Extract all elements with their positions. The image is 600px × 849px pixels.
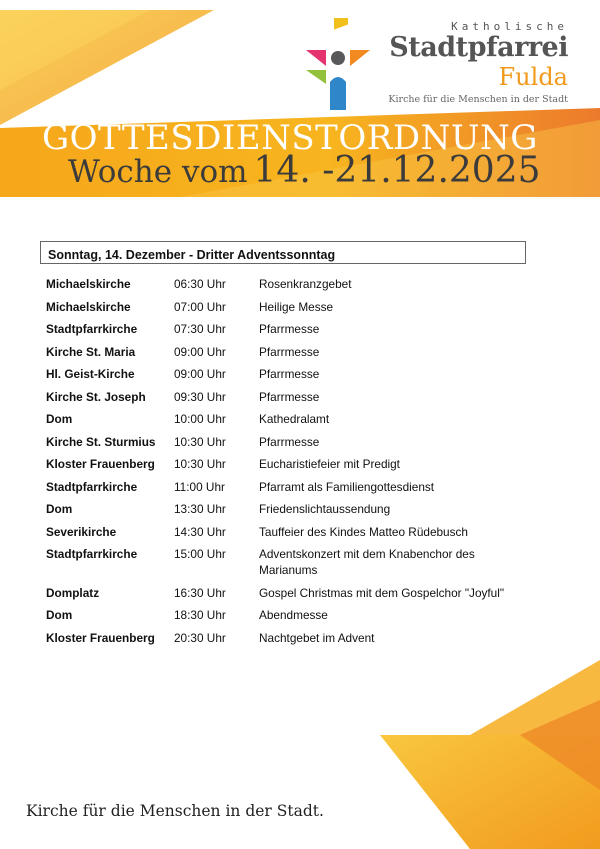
week-range: 14. -21.12.2025 bbox=[253, 150, 541, 191]
service-description: Eucharistiefeier mit Predigt bbox=[259, 457, 400, 471]
service-description: Gospel Christmas mit dem Gospelchor "Joyful" bbox=[259, 585, 505, 600]
org-top-line: Katholische bbox=[451, 20, 568, 33]
service-description: Friedenslichtaussendung bbox=[259, 502, 391, 516]
service-time: 16:30 Uhr bbox=[174, 585, 226, 600]
service-description: Pfarrmesse bbox=[259, 389, 320, 404]
service-row bbox=[46, 299, 546, 315]
service-place: Kirche St. Sturmius bbox=[46, 434, 156, 449]
service-time: 07:00 Uhr bbox=[174, 299, 226, 314]
service-description: Nachtgebet im Advent bbox=[259, 630, 375, 645]
service-time: 09:00 Uhr bbox=[174, 344, 226, 359]
service-description: Abendmesse bbox=[259, 608, 328, 623]
service-row bbox=[46, 276, 546, 292]
service-row bbox=[46, 501, 546, 517]
org-city: Fulda bbox=[498, 63, 568, 91]
service-description: Pfarramt als Familiengottesdienst bbox=[259, 479, 435, 494]
service-row bbox=[46, 630, 546, 646]
service-time: 09:30 Uhr bbox=[174, 389, 226, 404]
service-description: Pfarrmesse bbox=[259, 367, 320, 381]
service-row bbox=[46, 607, 546, 623]
service-row bbox=[46, 546, 546, 579]
service-place: Hl. Geist-Kirche bbox=[46, 367, 135, 381]
service-list bbox=[46, 276, 546, 652]
service-row bbox=[46, 434, 546, 450]
service-row bbox=[46, 321, 546, 337]
service-row bbox=[46, 585, 546, 601]
service-description: Adventskonzert mit dem Knabenchor des Marianums bbox=[259, 547, 475, 578]
page-title: GOTTESDIENSTORDNUNG bbox=[42, 118, 538, 158]
service-time: 18:30 Uhr bbox=[174, 608, 226, 623]
service-time: 07:30 Uhr bbox=[174, 322, 226, 336]
service-row bbox=[46, 456, 546, 472]
service-time: 15:00 Uhr bbox=[174, 547, 226, 561]
parish-logo bbox=[300, 18, 375, 110]
service-place: Michaelskirche bbox=[46, 299, 131, 314]
service-place: Domplatz bbox=[46, 585, 100, 600]
service-time: 14:30 Uhr bbox=[174, 524, 226, 539]
service-description: Tauffeier des Kindes Matteo Rüdebusch bbox=[259, 524, 468, 539]
service-time: 06:30 Uhr bbox=[174, 277, 226, 291]
service-row bbox=[46, 411, 546, 427]
service-place: Severikirche bbox=[46, 524, 117, 539]
org-tagline: Kirche für die Menschen in der Stadt bbox=[388, 94, 568, 105]
service-time: 10:30 Uhr bbox=[174, 457, 226, 471]
service-place: Dom bbox=[46, 502, 73, 516]
footer-tagline: Kirche für die Menschen in der Stadt. bbox=[26, 802, 324, 820]
service-time: 20:30 Uhr bbox=[174, 630, 226, 645]
service-place: Stadtpfarrkirche bbox=[46, 547, 138, 561]
service-time: 13:30 Uhr bbox=[174, 502, 226, 516]
service-time: 11:00 Uhr bbox=[174, 479, 225, 494]
service-description: Pfarrmesse bbox=[259, 434, 320, 449]
service-place: Stadtpfarrkirche bbox=[46, 322, 138, 336]
service-row bbox=[46, 344, 546, 360]
service-row bbox=[46, 479, 546, 495]
week-label: Woche vom bbox=[68, 154, 248, 190]
service-description: Pfarrmesse bbox=[259, 344, 320, 359]
service-description: Rosenkranzgebet bbox=[259, 277, 352, 291]
service-time: 10:00 Uhr bbox=[174, 412, 226, 426]
org-name: Stadtpfarrei bbox=[389, 32, 568, 63]
service-place: Michaelskirche bbox=[46, 277, 131, 291]
service-place: Kloster Frauenberg bbox=[46, 630, 155, 645]
day-heading: Sonntag, 14. Dezember - Dritter Adventssonntag bbox=[40, 241, 526, 264]
service-time: 09:00 Uhr bbox=[174, 367, 226, 381]
service-description: Pfarrmesse bbox=[259, 322, 320, 336]
service-place: Stadtpfarrkirche bbox=[46, 479, 138, 494]
service-description: Heilige Messe bbox=[259, 299, 334, 314]
service-row bbox=[46, 524, 546, 540]
service-place: Kirche St. Joseph bbox=[46, 389, 146, 404]
service-place: Kirche St. Maria bbox=[46, 344, 136, 359]
service-place: Dom bbox=[46, 608, 73, 623]
service-place: Kloster Frauenberg bbox=[46, 457, 155, 471]
service-row bbox=[46, 389, 546, 405]
organization-header bbox=[388, 20, 568, 105]
week-line bbox=[68, 150, 541, 191]
service-place: Dom bbox=[46, 412, 73, 426]
service-description: Kathedralamt bbox=[259, 412, 330, 426]
service-row bbox=[46, 366, 546, 382]
service-time: 10:30 Uhr bbox=[174, 434, 226, 449]
